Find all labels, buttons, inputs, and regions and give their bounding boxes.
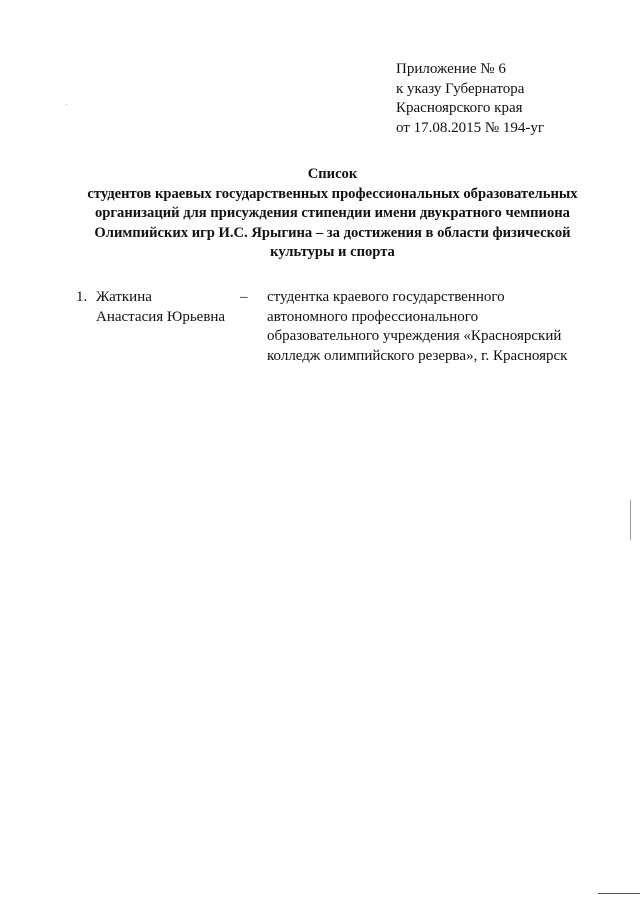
title-line: культуры и спорта	[270, 244, 395, 260]
appendix-header	[396, 60, 544, 138]
entry-dash: –	[240, 289, 248, 305]
document-title	[50, 165, 615, 263]
title-line: студентов краевых государственных профессиональных образовательных	[87, 185, 578, 202]
entry-given-names: Анастасия Юрьевна	[96, 308, 226, 325]
entry-name	[96, 288, 225, 327]
appendix-decree-ref: к указу Губернатора	[396, 80, 525, 97]
title-heading: Список	[307, 166, 358, 182]
description-line: образовательного учреждения «Красноярский	[267, 328, 562, 344]
title-line: организаций для присуждения стипендии имени двукратного чемпиона	[95, 205, 570, 221]
scan-speck	[66, 104, 67, 105]
entry-description	[267, 288, 607, 366]
appendix-number: Приложение № 6	[396, 61, 506, 77]
scan-margin-mark	[630, 500, 631, 540]
entry-number: 1.	[76, 289, 88, 305]
description-line: колледж олимпийского резерва», г. Красноярск	[267, 347, 568, 364]
scan-bottom-line	[598, 893, 640, 894]
entry-surname: Жаткина	[96, 289, 152, 305]
appendix-date: от 17.08.2015 № 194-уг	[396, 119, 545, 136]
appendix-region: Красноярского края	[396, 100, 523, 116]
title-line: Олимпийских игр И.С. Ярыгина – за достижения в области физической	[94, 224, 571, 241]
description-line: автономного профессионального	[267, 308, 479, 325]
description-line: студентка краевого государственного	[267, 289, 505, 305]
